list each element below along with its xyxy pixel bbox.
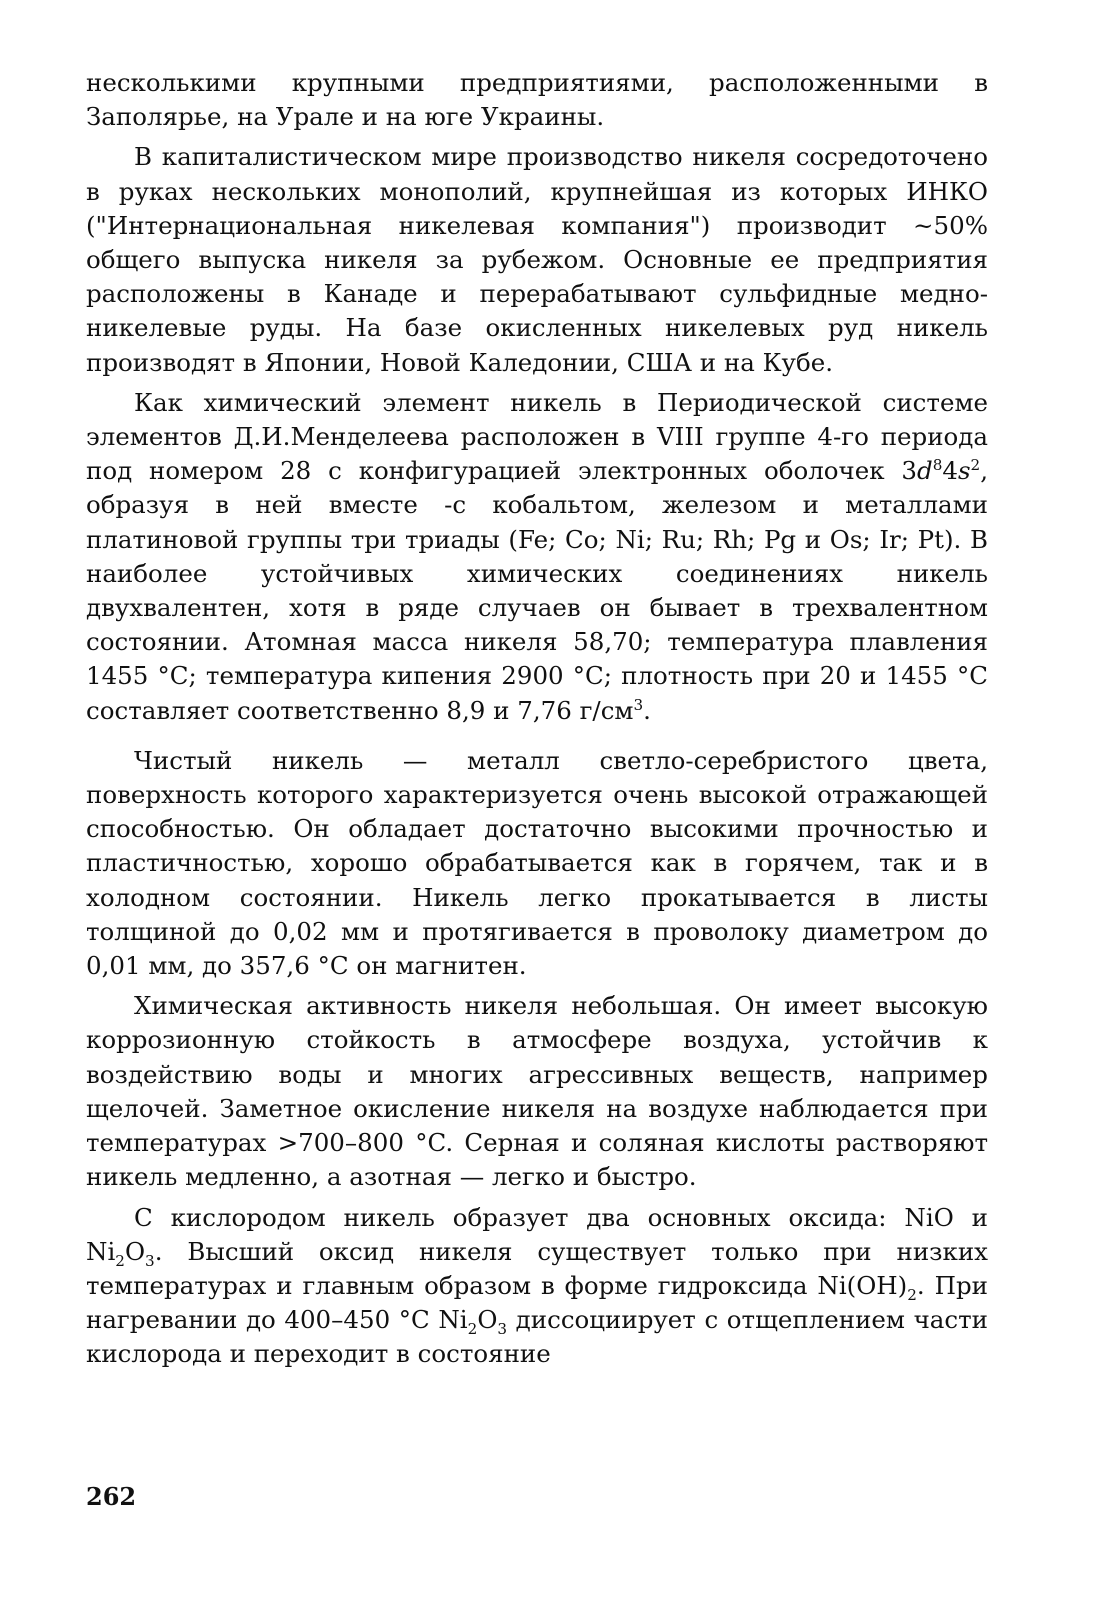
- paragraph-continuation: несколькими крупными предприятиями, расположенными в Заполярье, на Урале и на юге Украины.: [86, 68, 988, 132]
- paragraph-periodic-properties: Как химический элемент никель в Периодической системе элементов Д.И.Менделеева расположен в VIII группе 4-го периода под номером 28 с конфигурацией электронных оболочек $3d^84s^2$, образуя в ней вместе -с кобальтом, железом и металлами платиновой группы три триады (Fe; Co; Ni; Ru; Rh; Pg и Os; Ir; Pt). В наиболее устойчивых химических соединениях никель двухвалентен, хотя в ряде случаев он бывает в трехвалентном состоянии. Атомная масса никеля 58,70; температура плавления 1455 °C; температура кипения 2900 °C; плотность при 20 и 1455 °C составляет соответственно 8,9 и 7,76 $г/см^3$.: [86, 387, 988, 725]
- page-body: [86, 66, 988, 1372]
- paragraph-pure-nickel: Чистый никель — металл светло-серебристого цвета, поверхность которого характеризуется очень высокой отражающей способностью. Он обладает достаточно высокими прочностью и пластичностью, хорошо обрабатывается как в горячем, так и в холодном состоянии. Никель легко прокатывается в листы толщиной до 0,02 мм и протягивается в проволоку диаметром до 0,01 мм, до 357,6 °C он магнитен.: [86, 745, 988, 981]
- paragraph-nickel-monopolies: В капиталистическом мире производство никеля сосредоточено в руках нескольких монополий, крупнейшая из которых ИНКО ("Интернациональная никелевая компания") производит ~50% общего выпуска никеля за рубежом. Основные ее предприятия расположены в Канаде и перерабатывают сульфидные медно-никелевые руды. На базе окисленных никелевых руд никель производят в Японии, Новой Каледонии, США и на Кубе.: [86, 142, 988, 377]
- paragraph-oxides: С кислородом никель образует два основных оксида: NiO и $Ni_2O_3$. Высший оксид никеля существует только при низких температурах и главным образом в форме гидроксида $Ni(OH)_2$. При нагревании до 400–450 °C $Ni_2O_3$ диссоциирует с отщеплением части кислорода и переходит в состояние: [86, 1202, 988, 1369]
- page-number: 262: [86, 1482, 137, 1511]
- paragraph-chemical-activity: Химическая активность никеля небольшая. Он имеет высокую коррозионную стойкость в атмосфере воздуха, устойчив к воздействию воды и многих агрессивных веществ, например щелочей. Заметное окисление никеля на воздухе наблюдается при температурах >700–800 °C. Серная и соляная кислоты растворяют никель медленно, а азотная — легко и быстро.: [86, 991, 988, 1192]
